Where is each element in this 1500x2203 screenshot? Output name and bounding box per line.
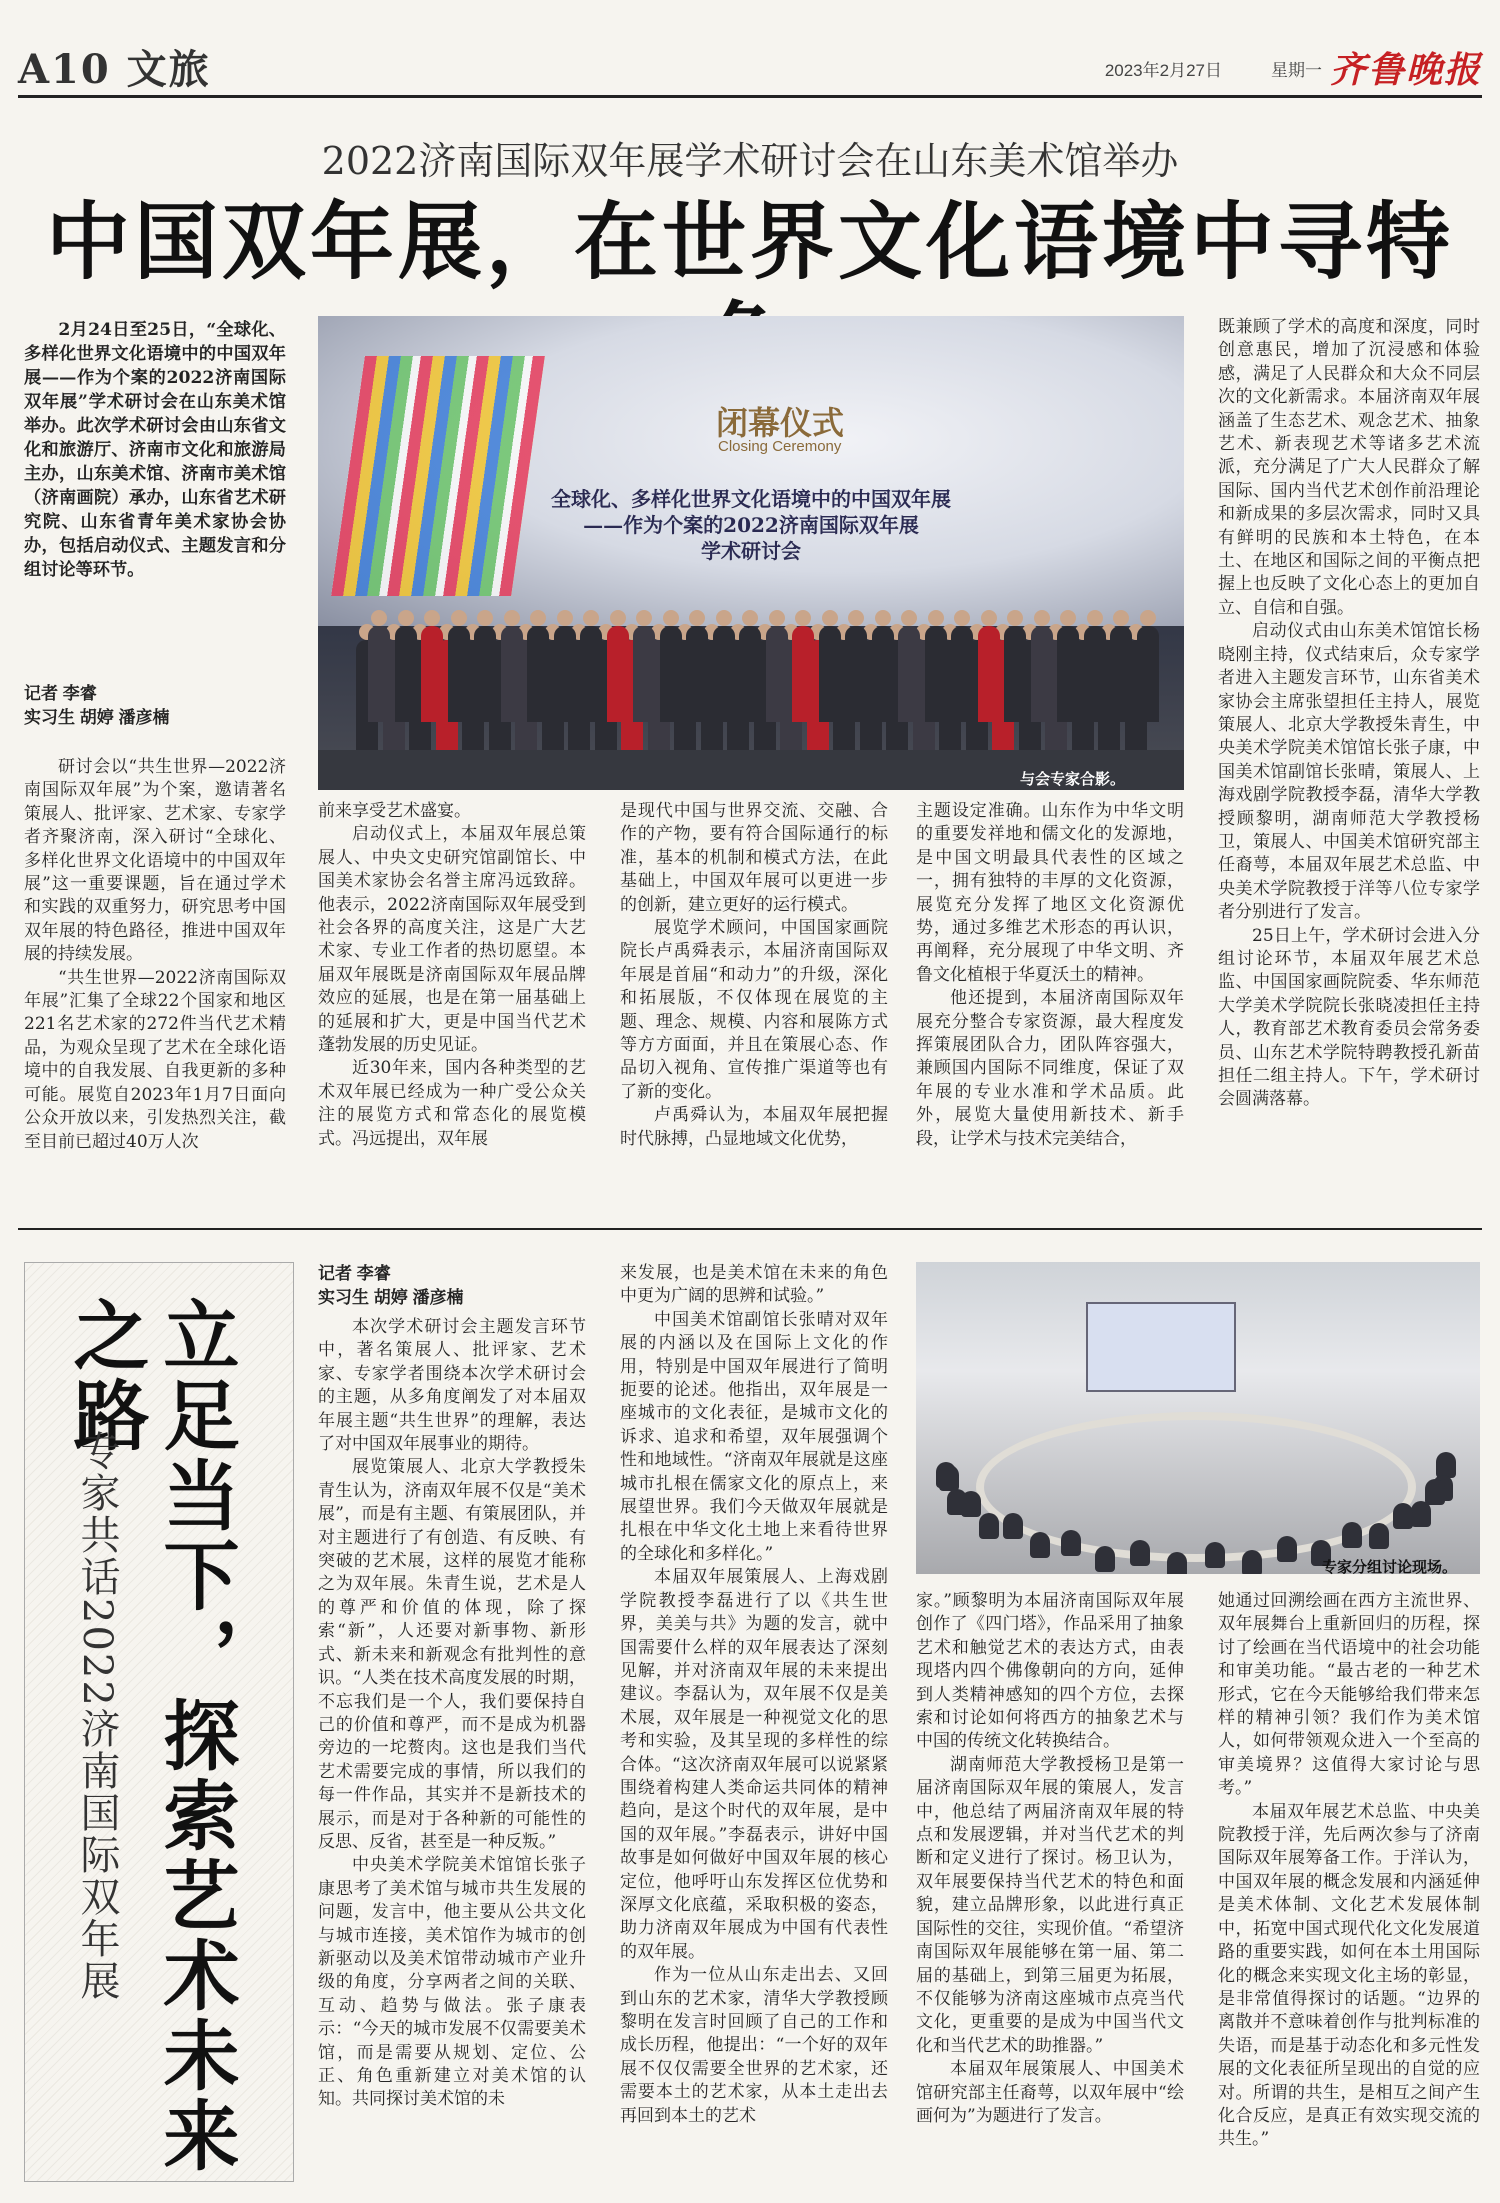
attendee-figure [1411, 1501, 1431, 1527]
paragraph: 本次学术研讨会主题发言环节中，著名策展人、批评家、艺术家、专家学者围绕本次学术研讨会的主题，从多角度阐发了对本届双年展主题“共生世界”的理解，表达了对中国双年展事业的期待。 [318, 1317, 586, 1455]
attendee-figure [1242, 1550, 1262, 1574]
section-label: A10 文旅 [18, 46, 211, 93]
projection-screen [1086, 1302, 1236, 1392]
page-header [18, 38, 1482, 98]
paragraph: 展览学术顾问，中国国家画院院长卢禹舜表示，本届济南国际双年展是首届“和动力”的升级，深化和拓展版，不仅体现在展览的主题、理念、规模、内容和展陈方式等方方面面，并且在策展心态、作品切入视角、宣传推广渠道等也有了新的变化。 [620, 918, 888, 1102]
article1-subhead: 2022济南国际双年展学术研讨会在山东美术馆举办 [321, 139, 1179, 183]
article2-column-4 [1218, 1590, 1480, 2182]
paragraph: 既兼顾了学术的高度和深度，同时创意惠民，增加了沉浸感和体验感，满足了人民群众和大众不同层次的文化新需求。本届济南双年展涵盖了生态艺术、观念艺术、抽象艺术、新表现艺术等诸多艺术流派，充分满足了广大人民群众了解国际、国内当代艺术创作前沿理论和新成果的多层次需求，同时又具有鲜明的民族和本土特色，在本土、在地区和国际之间的平衡点把握上也反映了文化心态上的更加自立、自信和自强。 [1218, 317, 1480, 618]
paragraph: 研讨会以“共生世界—2022济南国际双年展”为个案，邀请著名策展人、批评家、艺术家、专家学者齐聚济南，深入研讨“全球化、多样化世界文化语境中的中国双年展”这一重要课题，旨在通过学术和实践的双重努力，研究思考中国双年展的特色路径，推进中国双年展的持续发展。 [24, 757, 286, 965]
byline-reporter: 记者 李睿 [318, 1264, 391, 1283]
attendee-figure [1130, 1540, 1150, 1566]
paragraph: 卢禹舜认为，本届双年展把握时代脉搏，凸显地域文化优势， [620, 1105, 888, 1149]
paragraph: 中国美术馆副馆长张晴对双年展的内涵以及在国际上文化的作用，特别是中国双年展进行了简明扼要的论述。他指出，双年展是一座城市的文化表征，是城市文化的诉求、追求和希望，双年展强调个性和地域性。“济南双年展就是这座城市扎根在儒家文化的原点上，来展望世界。我们今天做双年展就是扎根在中华文化土地上来看待世界的全球化和多样化。” [620, 1309, 888, 1564]
person-figure [474, 626, 496, 722]
paragraph: 他还提到，本届济南国际双年展充分整合专家资源，最大程度发挥策展团队合力，团队阵容强大，兼顾国内国际不同维度，保证了双年展的专业水准和学术品质。此外，展览大量使用新技术、新手段，让学术与技术完美结合， [916, 988, 1184, 1149]
person-figure [501, 626, 523, 722]
attendee-figure [947, 1489, 967, 1515]
article2-title: 立足当下，探索艺术未来之路 [61, 1296, 240, 2176]
attendee-figure [1030, 1532, 1050, 1558]
person-figure [1084, 626, 1106, 722]
person-figure [872, 626, 894, 722]
person-figure [580, 626, 602, 722]
person-figure [819, 626, 841, 722]
paragraph: 湖南师范大学教授杨卫是第一届济南国际双年展的策展人，发言中，他总结了两届济南双年展的特点和发展逻辑，并对当代艺术的判断和定义进行了探讨。杨卫认为，双年展要保持当代艺术的特色和面貌，建立品牌形象，以此进行真正国际性的交往，实现价值。“希望济南国际双年展能够在第一届、第二届的基础上，到第三届更为拓展，不仅能够为济南这座城市点亮当代文化，更重要的是成为中国当代文化和当代艺术的助推器。” [916, 1754, 1184, 2056]
paragraph: 本届双年展策展人、上海戏剧学院教授李磊进行了以《共生世界，美美与共》为题的发言，就中国需要什么样的双年展表达了深刻见解，并对济南双年展的未来提出建议。李磊认为，双年展不仅是美术展，双年展是一种视觉文化的思考和实验，及其呈现的多样性的综合体。“这次济南双年展可以说紧紧围绕着构建人类命运共同体的精神趋向，是这个时代的双年展，是中国的双年展。”李磊表示，讲好中国故事是如何做好中国双年展的核心定位，他呼吁山东发挥区位优势和深厚文化底蕴，采取积极的姿态，助力济南双年展成为中国有代表性的双年展。 [620, 1567, 888, 1962]
paragraph: 本届双年展艺术总监、中央美院教授于洋，先后两次参与了济南国际双年展筹备工作。于洋认为，中国双年展的概念发展和内涵延伸是美术体制、文化艺术发展体制中，拓宽中国式现代化文化发展道路的重要实践，如何在本土用国际化的概念来实现文化主场的彰显，是非常值得探讨的话题。“边界的离散并不意味着创作与批判标准的失语，而是基于动态化和多元性发展的文化表征所呈现出的自觉的应对。所谓的共生，是相互之间产生化合反应，是真正有效实现交流的共生。” [1218, 1801, 1480, 2150]
person-figure [1004, 626, 1026, 722]
attendee-figure [1425, 1479, 1445, 1505]
paragraph: 前来享受艺术盛宴。 [318, 801, 471, 821]
paragraph: 她通过回溯绘画在西方主流世界、双年展舞台上重新回归的历程，探讨了绘画在当代语境中的社会功能和审美功能。“最古老的一种艺术形式，它在今天能够给我们带来怎样的精神引领？我们作为美术馆人，如何带领观众进入一个至高的审美境界？这值得大家讨论与思考。” [1218, 1591, 1480, 1799]
issue-date: 2023年2月27日 [1104, 61, 1222, 80]
paragraph: 是现代中国与世界交流、交融、合作的产物，要有符合国际通行的标准，基本的机制和模式方法，在此基础上，中国双年展可以更进一步的创新，建立更好的运行模式。 [620, 801, 888, 915]
byline-reporter: 记者 李睿 [24, 684, 97, 703]
person-figure [766, 626, 788, 722]
article1-lead [24, 318, 286, 582]
attendee-figure [1277, 1536, 1297, 1562]
paragraph: 近30年来，国内各种类型的艺术双年展已经成为一种广受公众关注的展览方式和常态化的展览模式。冯远提出，双年展 [318, 1058, 586, 1149]
paragraph: 本届双年展策展人、中国美术馆研究部主任裔萼，以双年展中“绘画何为”为题进行了发言。 [916, 2059, 1184, 2126]
article2-subtitle: 专家共话2022济南国际双年展 [74, 1430, 120, 2002]
paragraph: 作为一位从山东走出去、又回到山东的艺术家，清华大学教授顾黎明在发言时回顾了自己的工作和成长历程，他提出：“一个好的双年展不仅仅需要全世界的艺术家，还需要本土的艺术家，从本土走出去再回到本土的艺术 [620, 1965, 888, 2126]
ceremony-label-en: Closing Ceremony [718, 438, 842, 455]
photo-caption-2: 专家分组讨论现场。 [1322, 1559, 1458, 1576]
person-figure [845, 626, 867, 722]
paragraph: 25日上午，学术研讨会进入分组讨论环节，本届双年展艺术总监、中国国家画院院委、华东师范大学美术学院院长张晓凌担任主持人，教育部艺术教育委员会常务委员、山东艺术学院特聘教授孔新苗担任二组主持人。下午，学术研讨会圆满落幕。 [1218, 925, 1480, 1110]
paragraph: 主题设定准确。山东作为中华文明的重要发祥地和儒文化的发源地，是中国文明最具代表性的区域之一，拥有独特的丰厚的文化资源，展览充分发挥了地区文化资源优势，通过多维艺术形态的再认识，再阐释，充分展现了中华文明、齐鲁文化植根于华夏沃土的精神。 [916, 801, 1184, 985]
person-figure [1110, 626, 1132, 722]
byline-interns: 实习生 胡婷 潘彦楠 [24, 708, 170, 727]
paragraph: 中央美术学院美术馆馆长张子康思考了美术馆与城市共生发展的问题，发言中，他主要从公共文化与城市连接，美术馆作为城市的创新驱动以及美术馆带动城市产业升级的角度，分享两者之间的关联、互动、趋势与做法。张子康表示：“今天的城市发展不仅需要美术馆，而是需要从规划、定位、公正、角色重新建立对美术馆的认知。共同探讨美术馆的未 [318, 1855, 586, 2110]
attendee-figure [1436, 1452, 1456, 1478]
section-divider [18, 1228, 1482, 1230]
paragraph: 展览策展人、北京大学教授朱青生认为，济南双年展不仅是“美术展”，而是有主题、有策展团队，并对主题进行了有创造、有反映、有突破的艺术展，这样的展览才能称之为双年展。朱青生说，艺术是人的尊严和价值的体现，除了探索“新”，人还要对新事物、新形式、新未来和新观念有批判性的意识。“人类在技术高度发展的时期，不忘我们是一个人，我们要保持自己的价值和尊严，而不是成为机器旁边的一坨赘肉。这也是我们当代艺术需要完成的事情，所以我们的每一件作品，其实并不是新技术的展示，而是对于各种新的可能性的反思、反省，甚至是一种反叛。” [318, 1457, 586, 1852]
person-figure [421, 626, 443, 722]
attendee-figure [1167, 1552, 1187, 1574]
person-figure [925, 626, 947, 722]
article1-column-5 [1218, 316, 1480, 1190]
group-photo [318, 316, 1184, 790]
person-figure [739, 626, 761, 722]
attendee-figure [979, 1513, 999, 1539]
article1-column-3 [620, 800, 888, 1190]
person-figure [1031, 626, 1053, 722]
person-figure [527, 626, 549, 722]
article2-column-2 [620, 1262, 888, 2182]
article1-column-4 [916, 800, 1184, 1190]
paragraph: 来发展，也是美术馆在未来的角色中更为广阔的思辨和试验。” [620, 1263, 888, 1307]
person-figure [1137, 626, 1159, 722]
person-figure [792, 626, 814, 722]
person-figure [1057, 626, 1079, 722]
newspaper-logo: 齐鲁晚报 [1329, 49, 1482, 91]
attendee-figure [1003, 1513, 1023, 1539]
attendee-figure [936, 1462, 956, 1488]
article2-column-1 [318, 1316, 586, 2182]
attendee-figure [1205, 1542, 1225, 1568]
person-figure [686, 626, 708, 722]
attendee-figure [1369, 1523, 1389, 1549]
ceremony-label: 闭幕仪式 [716, 404, 845, 442]
attendee-figure [1061, 1530, 1081, 1556]
attendee-figure [1095, 1546, 1115, 1572]
crowd [348, 566, 1158, 766]
person-figure [607, 626, 629, 722]
person-figure [633, 626, 655, 722]
article1-column-1 [24, 756, 286, 1192]
person-figure [368, 626, 390, 722]
person-figure [448, 626, 470, 722]
person-figure [978, 626, 1000, 722]
article1-column-2 [318, 800, 586, 1190]
person-figure [554, 626, 576, 722]
article1-headline: 中国双年展，在世界文化语境中寻特 [45, 192, 1454, 291]
paragraph: 家。”顾黎明为本届济南国际双年展创作了《四门塔》，作品采用了抽象艺术和触觉艺术的表达方式，由表现塔内四个佛像朝向的方向，延伸到人类精神感知的四个方位，去探索和讨论如何将西方的抽象艺术与中国的传统文化转换结合。 [916, 1591, 1184, 1752]
attendee-figure [1393, 1503, 1413, 1529]
person-figure [951, 626, 973, 722]
photo-caption: 与会专家合影。 [1020, 771, 1126, 788]
paragraph: 启动仪式上，本届双年展总策展人、中央文史研究馆副馆长、中国美术家协会名誉主席冯远致辞。他表示，2022济南国际双年展受到社会各界的高度关注，这是广大艺术家、专业工作者的热切愿望。本届双年展既是济南国际双年展品牌效应的延展，也是在第一届基础上的延展和扩大，更是中国当代艺术蓬勃发展的历史见证。 [318, 824, 586, 1056]
issue-weekday: 星期一 [1271, 61, 1322, 80]
person-figure [713, 626, 735, 722]
paragraph: 启动仪式由山东美术馆馆长杨晓刚主持，仪式结束后，众专家学者进入主题发言环节，山东省美术家协会主席张望担任主持人，展览策展人、北京大学教授朱青生，中央美术学院美术馆馆长张子康，中国美术馆副馆长张晴，策展人、上海戏剧学院教授李磊，清华大学教授顾黎明，湖南师范大学教授杨卫，策展人、中国美术馆研究部主任裔萼，本届双年展艺术总监、中央美术学院教授于洋等八位专家学者分别进行了发言。 [1218, 621, 1480, 923]
lead-paragraph: 2月24日至25日，“全球化、多样化世界文化语境中的中国双年展——作为个案的2022济南国际双年展”学术研讨会在山东美术馆举办。此次学术研讨会由山东省文化和旅游厅、济南市文化和旅游局主办，山东美术馆、济南市美术馆（济南画院）承办，山东省艺术研究院、山东省青年美术家协会协办，包括启动仪式、主题发言和分组讨论等环节。 [24, 320, 286, 580]
person-figure [660, 626, 682, 722]
paragraph: “共生世界—2022济南国际双年展”汇集了全球22个国家和地区221名艺术家的272件当代艺术精品，为观众呈现了艺术在全球化语境中的自我发展、自我更新的多种可能。展览自2023年1月7日面向公众开放以来，引发热烈关注，截至目前已超过40万人次 [24, 967, 286, 1152]
person-figure [395, 626, 417, 722]
person-figure [898, 626, 920, 722]
screen-title: 全球化、多样化世界文化语境中的中国双年展 ——作为个案的2022济南国际双年展 学术研讨会 [551, 487, 951, 563]
article1-byline [24, 682, 286, 730]
byline-interns: 实习生 胡婷 潘彦楠 [318, 1288, 464, 1307]
discussion-photo [916, 1262, 1480, 1574]
attendee-figure [1342, 1522, 1362, 1548]
article2-column-3 [916, 1590, 1184, 2182]
article2-byline [318, 1262, 586, 1310]
